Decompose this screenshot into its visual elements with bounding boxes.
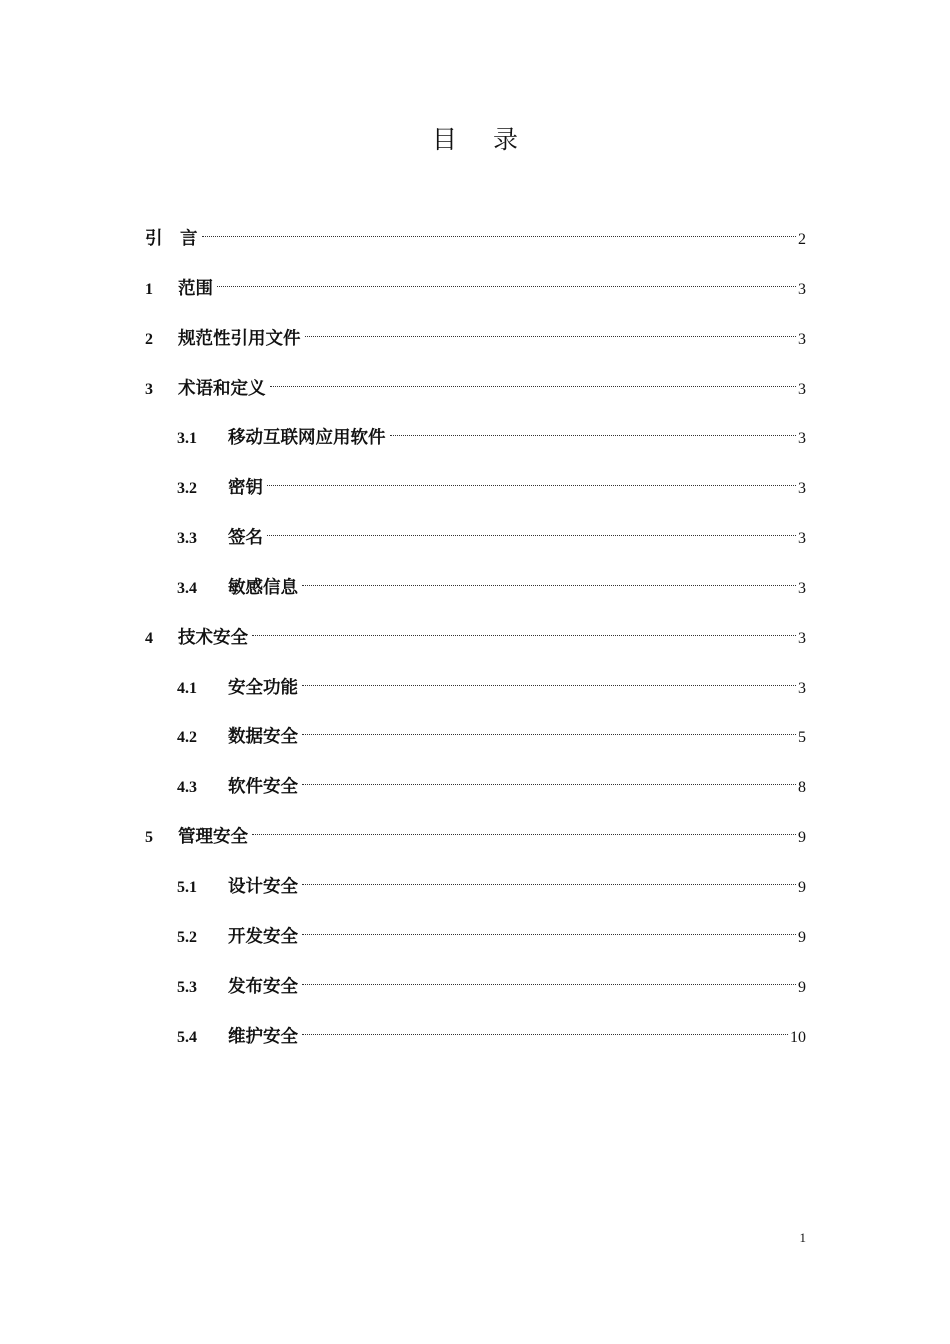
dot-leader [302,734,796,735]
toc-entry-page-number: 9 [798,978,806,996]
toc-entry-page-number: 3 [798,579,806,597]
footer-page-number: 1 [799,1230,806,1245]
toc-entry-page-number: 3 [798,530,806,548]
toc-entry-page-number: 9 [798,829,806,847]
toc-entry-page-number: 3 [798,330,806,348]
toc-entry-number: 2 [145,330,153,348]
toc-entry-number: 5.1 [177,878,197,896]
toc-entry-label: 规范性引用文件 [178,328,301,349]
toc-entry-page-number: 3 [798,430,806,448]
toc-entry-page-number: 8 [798,779,806,797]
toc-entry-number: 3.3 [177,530,197,548]
toc-entry-label: 引 言 [145,229,198,249]
toc-entry-number: 1 [145,280,153,298]
toc-entry-label: 技术安全 [178,627,248,648]
toc-entry[interactable] [145,274,806,324]
toc-entry-page-number: 3 [798,380,806,398]
toc-entry[interactable] [145,722,806,772]
toc-entry[interactable] [145,523,806,573]
toc-entry-label: 安全功能 [228,677,298,698]
table-of-contents [145,224,806,1071]
toc-entry-number: 4.2 [177,729,197,747]
toc-entry-label: 软件安全 [228,777,298,798]
toc-entry-label: 开发安全 [228,926,298,947]
page-title: 目 录 [432,125,532,154]
toc-entry[interactable] [145,324,806,374]
toc-entry[interactable] [145,822,806,872]
toc-entry[interactable] [145,872,806,922]
toc-entry-page-number: 2 [798,231,806,248]
toc-entry-label: 敏感信息 [228,577,298,598]
dot-leader [302,984,796,985]
dot-leader [390,435,797,436]
dot-leader [217,286,796,287]
dot-leader [252,635,796,636]
toc-entry-number: 3 [145,380,153,398]
dot-leader [252,834,796,835]
dot-leader [302,585,796,586]
toc-entry-number: 4.3 [177,779,197,797]
toc-entry-page-number: 9 [798,928,806,946]
toc-entry[interactable] [145,1022,806,1072]
toc-entry-label: 维护安全 [228,1026,298,1047]
toc-entry-label: 移动互联网应用软件 [228,428,386,449]
dot-leader [302,934,796,935]
dot-leader [305,336,797,337]
dot-leader [267,535,796,536]
dot-leader [302,884,796,885]
toc-entry-number: 3.4 [177,579,197,597]
toc-entry[interactable] [145,972,806,1022]
toc-entry-page-number: 3 [798,280,806,298]
toc-entry[interactable] [145,673,806,723]
toc-entry-page-number: 5 [798,729,806,747]
toc-entry-number: 4.1 [177,679,197,697]
toc-entry[interactable] [145,374,806,424]
toc-entry-number: 3.1 [177,430,197,448]
toc-entry-number: 5.3 [177,978,197,996]
toc-entry-number: 4 [145,629,153,647]
toc-entry-page-number: 9 [798,878,806,896]
dot-leader [267,485,796,486]
toc-entry[interactable] [145,573,806,623]
toc-entry-label: 范围 [178,278,213,299]
toc-entry-label: 术语和定义 [178,378,266,399]
toc-entry-label: 发布安全 [228,976,298,997]
dot-leader [302,1034,788,1035]
dot-leader [302,685,796,686]
toc-entry-number: 3.2 [177,480,197,498]
dot-leader [202,236,797,237]
toc-entry[interactable] [145,623,806,673]
toc-entry[interactable] [145,423,806,473]
toc-entry-number: 5.4 [177,1028,197,1046]
toc-entry-label: 管理安全 [178,827,248,848]
toc-entry-page-number: 10 [790,1028,806,1046]
toc-entry[interactable] [145,922,806,972]
toc-entry-label: 签名 [228,528,263,549]
toc-entry[interactable] [145,473,806,523]
toc-entry-label: 密钥 [228,478,263,499]
toc-entry-label: 设计安全 [228,876,298,897]
toc-entry[interactable] [145,224,806,274]
toc-entry-label: 数据安全 [228,727,298,748]
toc-entry-number: 5.2 [177,928,197,946]
toc-entry-page-number: 3 [798,480,806,498]
toc-entry-page-number: 3 [798,629,806,647]
dot-leader [302,784,796,785]
toc-entry[interactable] [145,772,806,822]
toc-entry-number: 5 [145,829,153,847]
dot-leader [270,386,797,387]
toc-entry-page-number: 3 [798,679,806,697]
